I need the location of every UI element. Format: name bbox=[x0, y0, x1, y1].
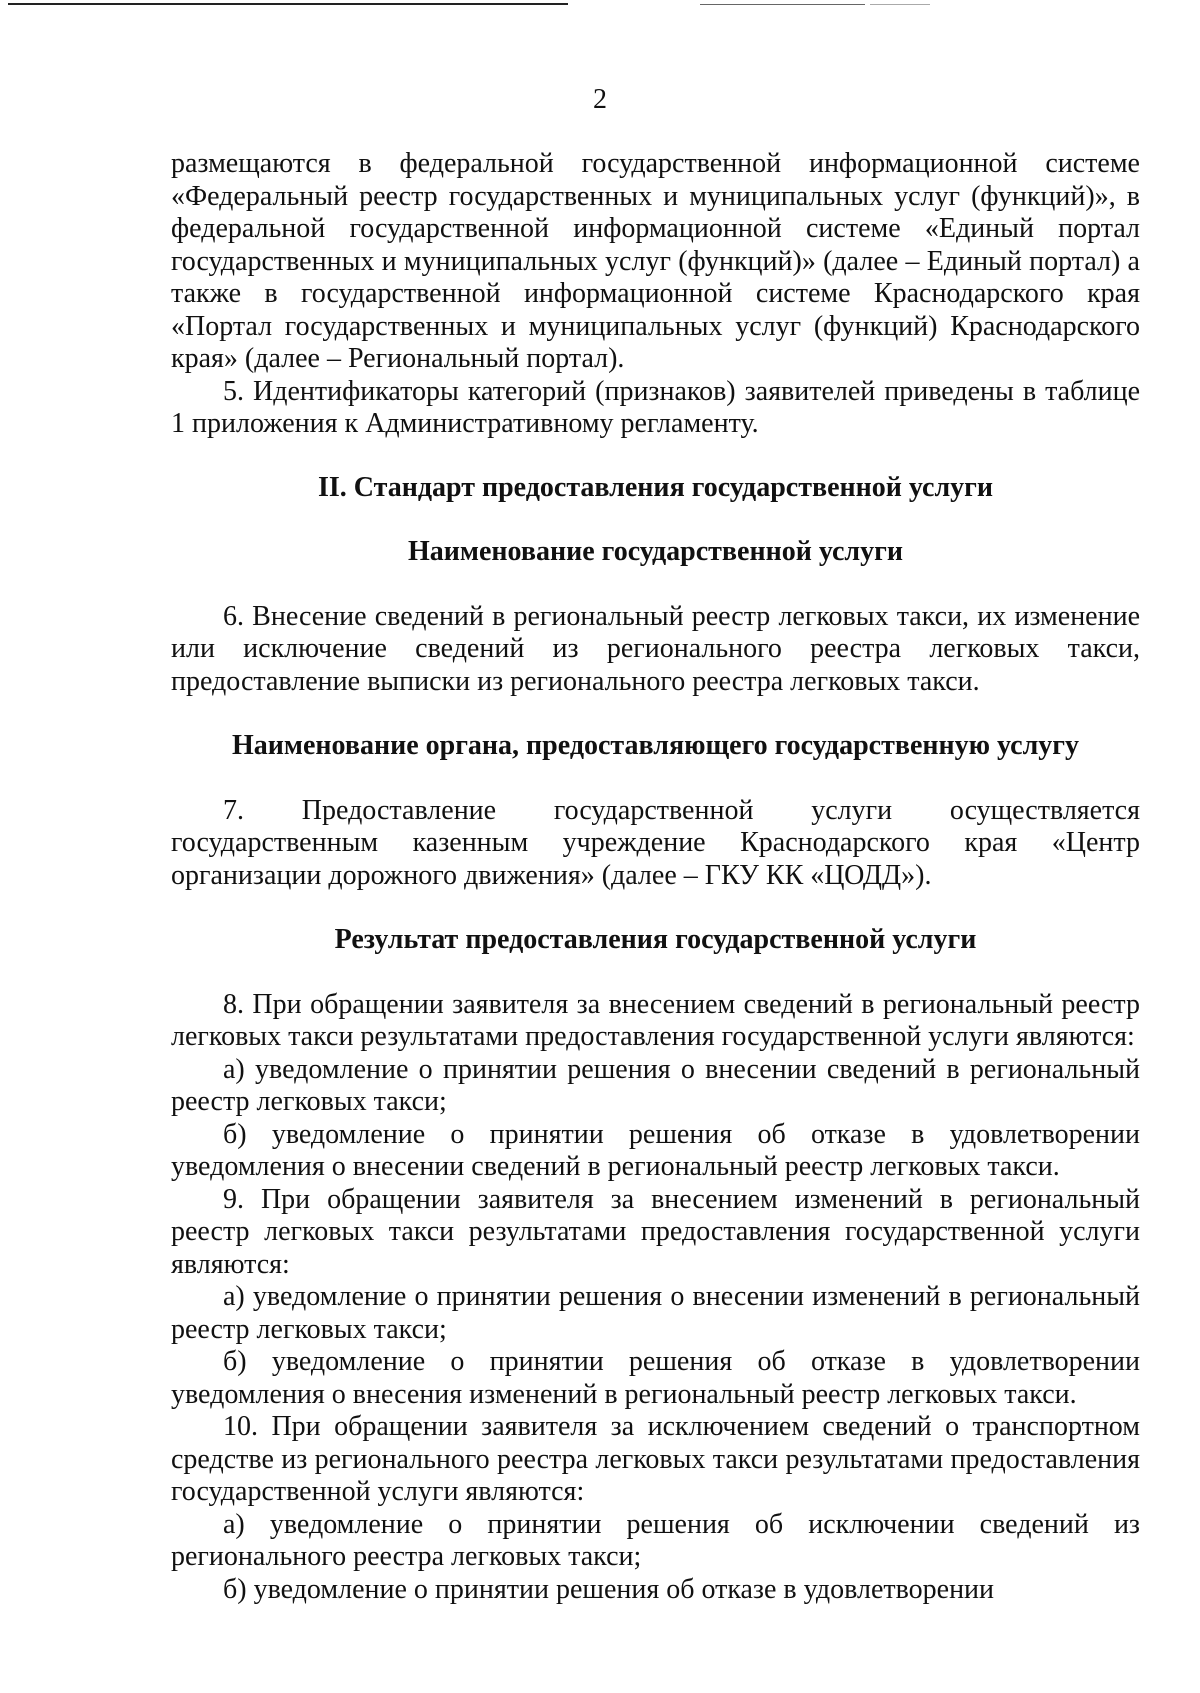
page-number: 2 bbox=[593, 84, 607, 115]
paragraph-10a: а) уведомление о принятии решения об исключении сведений из регионального реестра легковых такси; bbox=[171, 1508, 1140, 1572]
paragraph-9b: б) уведомление о принятии решения об отказе в удовлетворении уведомления о внесения изменений в региональный реестр легковых такси. bbox=[171, 1346, 1140, 1410]
scan-edge-line bbox=[700, 4, 865, 5]
heading-result: Результат предоставления государственной услуги bbox=[334, 924, 977, 955]
heading-service-name: Наименование государственной услуги bbox=[408, 536, 903, 567]
paragraph-8b: б) уведомление о принятии решения об отказе в удовлетворении уведомления о внесении сведений в региональный реестр легковых такси. bbox=[171, 1118, 1140, 1182]
section-title: II. Стандарт предоставления государственной услуги bbox=[317, 471, 994, 503]
paragraph-10b: б) уведомление о принятии решения об отказе в удовлетворении bbox=[223, 1573, 995, 1605]
paragraph-intro: размещаются в федеральной государственной информационной системе «Федеральный реестр государственных и муниципальных услуг (функций)», в федеральной государственной информационной системе «Единый портал государственных и муниципальных услуг (функций)» (далее – Единый портал) а также в государственной информационной системе Краснодарского края «Портал государственных и муниципальных услуг (функций) Краснодарского края» (далее – Региональный портал). bbox=[171, 148, 1140, 374]
paragraph-10: 10. При обращении заявителя за исключением сведений о транспортном средстве из регионального реестра легковых такси результатами предоставления государственной услуги являются: bbox=[171, 1411, 1140, 1507]
paragraph-7: 7. Предоставление государственной услуги осуществляется государственным казенным учреждение Краснодарского края «Центр организации дорожного движения» (далее – ГКУ КК «ЦОДД»). bbox=[171, 794, 1140, 891]
paragraph-9: 9. При обращении заявителя за внесением изменений в региональный реестр легковых такси результатами предоставления государственной услуги являются: bbox=[171, 1183, 1140, 1280]
paragraph-8a: а) уведомление о принятии решения о внесении сведений в региональный реестр легковых такси; bbox=[171, 1053, 1140, 1117]
scan-edge-line bbox=[8, 3, 568, 5]
paragraph-6: 6. Внесение сведений в региональный реестр легковых такси, их изменение или исключение сведений из регионального реестра легковых такси, предоставление выписки из регионального реестра легковых такси. bbox=[171, 600, 1140, 697]
paragraph-8: 8. При обращении заявителя за внесением сведений в региональный реестр легковых такси результатами предоставления государственной услуги являются: bbox=[171, 988, 1140, 1052]
paragraph-9a: а) уведомление о принятии решения о внесении изменений в региональный реестр легковых такси; bbox=[171, 1281, 1140, 1345]
scan-edge-line bbox=[870, 4, 930, 5]
paragraph-5: 5. Идентификаторы категорий (признаков) заявителей приведены в таблице 1 приложения к Административному регламенту. bbox=[171, 375, 1140, 439]
document-body bbox=[171, 148, 1140, 1606]
heading-authority: Наименование органа, предоставляющего государственную услугу bbox=[231, 730, 1080, 761]
